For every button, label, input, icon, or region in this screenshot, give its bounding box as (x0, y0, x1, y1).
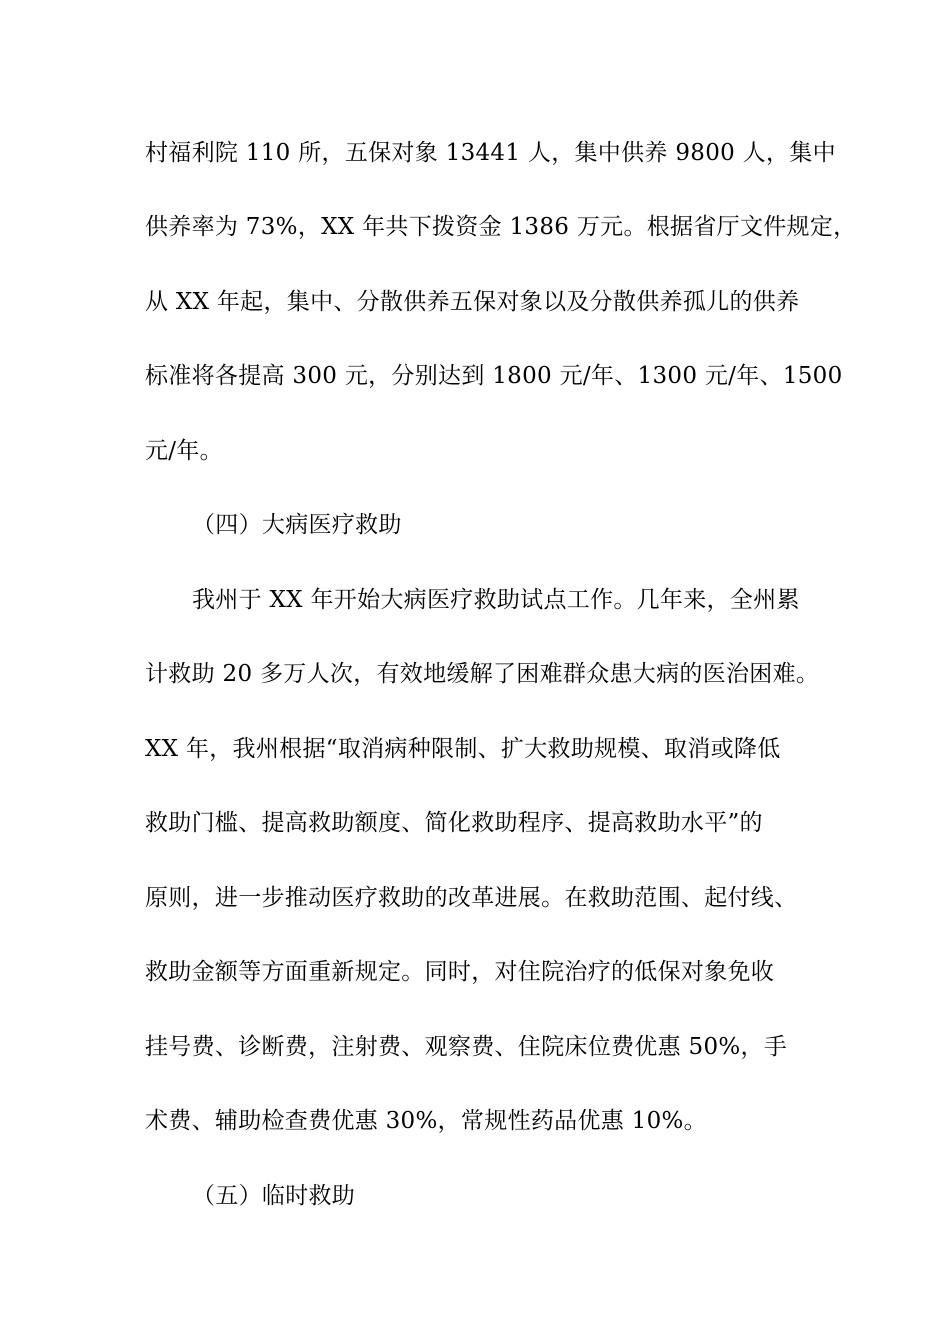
paragraph-line: 术费、辅助检查费优惠 30%，常规性药品优惠 10%。 (145, 1108, 707, 1134)
section-heading-4: （四）大病医疗救助 (192, 512, 402, 538)
paragraph-line: XX 年，我州根据“取消病种限制、扩大救助规模、取消或降低 (145, 736, 781, 762)
paragraph-line: 元/年。 (145, 438, 223, 464)
paragraph-line: 原则，进一步推动医疗救助的改革进展。在救助范围、起付线、 (145, 885, 798, 911)
paragraph-line: 计救助 20 多万人次，有效地缓解了困难群众患大病的医治困难。 (145, 661, 820, 687)
section-heading-5: （五）临时救助 (192, 1183, 356, 1209)
paragraph-line: 供养率为 73%，XX 年共下拨资金 1386 万元。根据省厅文件规定， (145, 214, 857, 240)
paragraph-line: 从 XX 年起，集中、分散供养五保对象以及分散供养孤儿的供养 (145, 289, 800, 315)
paragraph-line: 村福利院 110 所，五保对象 13441 人，集中供养 9800 人，集中 (145, 140, 836, 166)
paragraph-line: 我州于 XX 年开始大病医疗救助试点工作。几年来，全州累 (192, 587, 800, 613)
paragraph-line: 救助金额等方面重新规定。同时，对住院治疗的低保对象免收 (145, 959, 775, 985)
paragraph-line: 挂号费、诊断费，注射费、观察费、住院床位费优惠 50%，手 (145, 1034, 788, 1060)
paragraph-line: 标准将各提高 300 元，分别达到 1800 元/年、1300 元/年、1500 (145, 363, 843, 389)
paragraph-line: 救助门槛、提高救助额度、简化救助程序、提高救助水平”的 (145, 810, 763, 836)
